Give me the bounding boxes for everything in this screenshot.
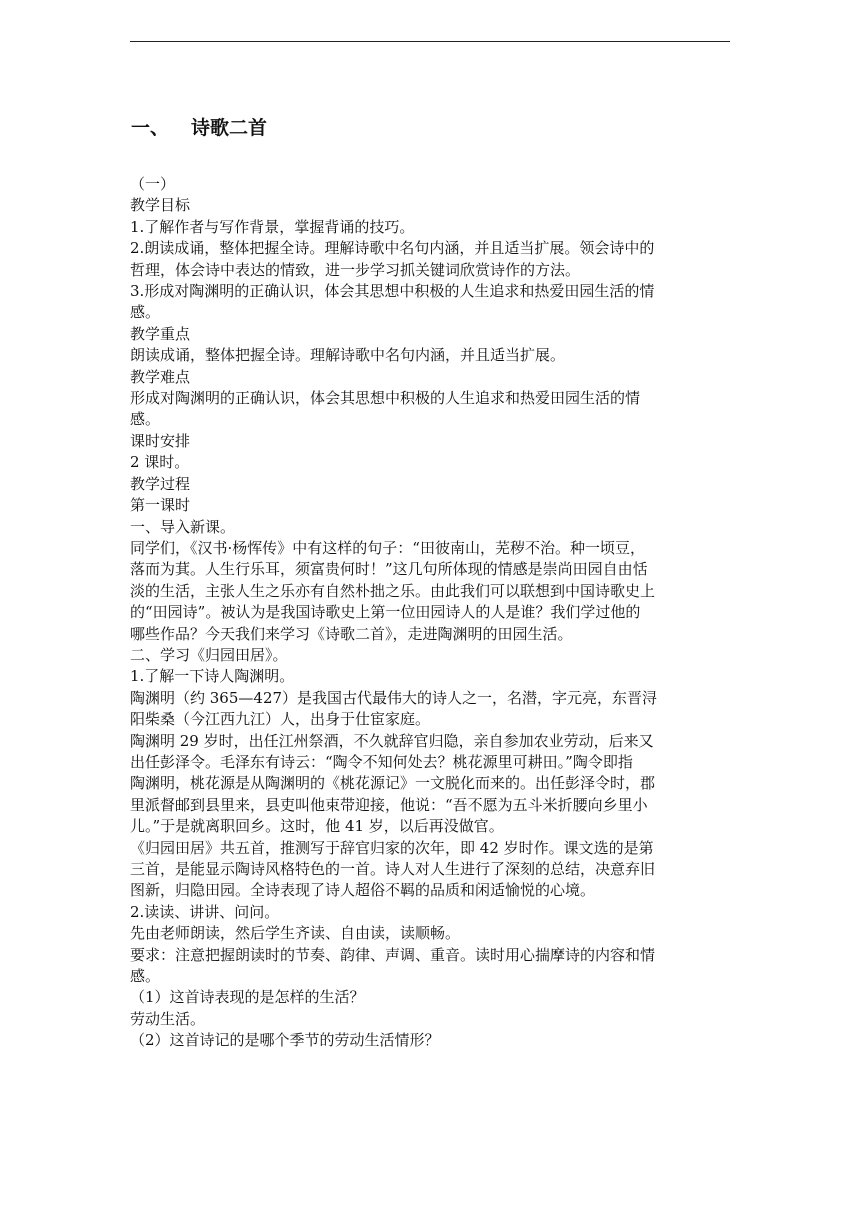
text-line: 感。 <box>130 967 161 986</box>
text-line: 先由老师朗读，然后学生齐读、自由读，读顺畅。 <box>130 924 461 943</box>
text-line: 陶渊明 29 岁时，出任江州祭酒，不久就辞官归隐，亲自参加农业劳动，后来又 <box>130 731 654 750</box>
section-number: 一、 <box>131 117 170 139</box>
text-line: 朗读成诵，整体把握全诗。理解诗歌中名句内涵，并且适当扩展。 <box>130 346 566 365</box>
text-line: 教学难点 <box>130 367 191 386</box>
text-line: 一、导入新课。 <box>130 517 236 536</box>
text-line: 3.形成对陶渊明的正确认识，体会其思想中积极的人生追求和热爱田园生活的情 <box>130 282 655 301</box>
text-line: 陶渊明（约 365—427）是我国古代最伟大的诗人之一，名潜，字元亮，东晋浔 <box>130 688 658 707</box>
header-rule <box>130 41 730 42</box>
text-line: 1.了解作者与写作背景，掌握背诵的技巧。 <box>130 217 415 236</box>
text-line: 阳柴桑（今江西九江）人，出身于仕宦家庭。 <box>130 710 431 729</box>
text-line: 陶渊明，桃花源是从陶渊明的《桃花源记》一文脱化而来的。出任彭泽令时，郡 <box>130 774 656 793</box>
text-line: 淡的生活，主张人生之乐亦有自然朴拙之乐。由此我们可以联想到中国诗歌史上 <box>130 581 656 600</box>
text-line: 课时安排 <box>130 431 191 450</box>
text-line: （1）这首诗表现的是怎样的生活？ <box>130 988 365 1007</box>
text-line: 要求：注意把握朗读时的节奏、韵律、声调、重音。读时用心揣摩诗的内容和情 <box>130 945 656 964</box>
text-line: 哪些作品？今天我们来学习《诗歌二首》，走进陶渊明的田园生活。 <box>130 624 573 643</box>
text-line: 的“田园诗”。被认为是我国诗歌史上第一位田园诗人的人是谁？我们学过他的 <box>130 603 641 622</box>
text-line: 里派督邮到县里来，县吏叫他束带迎接，他说：“吾不愿为五斗米折腰向乡里小 <box>130 795 648 814</box>
text-line: （2）这首诗记的是哪个季节的劳动生活情形？ <box>130 1031 440 1050</box>
text-line: 教学过程 <box>130 474 191 493</box>
text-line: 落而为萁。人生行乐耳，须富贵何时！”这几句所体现的情感是崇尚田园自由恬 <box>130 560 648 579</box>
text-line: 儿。”于是就离职回乡。这时，他 41 岁，以后再没做官。 <box>130 817 504 836</box>
text-line: 哲理，体会诗中表达的情致，进一步学习抓关键词欣赏诗作的方法。 <box>130 260 581 279</box>
text-line: 第一课时 <box>130 496 191 515</box>
text-line: 劳动生活。 <box>130 1009 206 1028</box>
text-line: 2.读读、讲讲、问问。 <box>130 902 280 921</box>
text-line: 2.朗读成诵，整体把握全诗。理解诗歌中名句内涵，并且适当扩展。领会诗中的 <box>130 239 655 258</box>
text-line: 二、学习《归园田居》。 <box>130 645 288 664</box>
text-line: 形成对陶渊明的正确认识，体会其思想中积极的人生追求和热爱田园生活的情 <box>130 389 641 408</box>
text-line: 同学们，《汉书·杨恽传》中有这样的句子：“田彼南山，芜秽不治。种一顷豆， <box>130 538 645 557</box>
section-title: 诗歌二首 <box>191 117 268 139</box>
text-line: （一） <box>130 175 176 193</box>
document-body <box>130 174 735 1052</box>
text-line: 2 课时。 <box>130 453 190 472</box>
text-line: 教学目标 <box>130 196 191 215</box>
text-line: 三首，是能显示陶诗风格特色的一首。诗人对人生进行了深刻的总结，决意弃旧 <box>130 860 656 878</box>
text-line: 感。 <box>130 303 161 322</box>
section-heading <box>131 116 267 140</box>
text-line: 图新，归隐田园。全诗表现了诗人超俗不羁的品质和闲适愉悦的心境。 <box>130 881 596 900</box>
text-line: 《归园田居》共五首，推测写于辞官归家的次年，即 42 岁时作。课文选的是第 <box>130 838 654 857</box>
text-line: 教学重点 <box>130 324 191 343</box>
text-line: 出任彭泽令。毛泽东有诗云：“陶令不知何处去？桃花源里可耕田。”陶令即指 <box>130 752 633 771</box>
text-line: 感。 <box>130 410 161 429</box>
text-line: 1.了解一下诗人陶渊明。 <box>130 667 295 686</box>
